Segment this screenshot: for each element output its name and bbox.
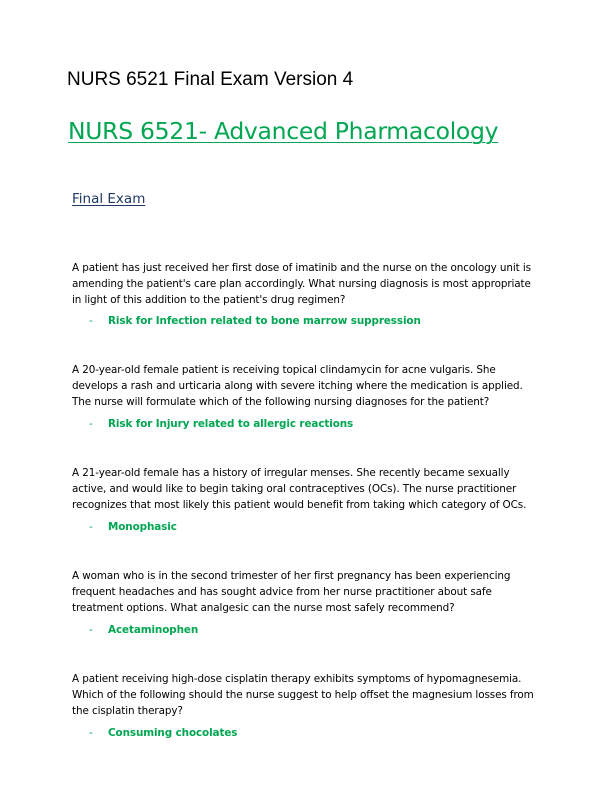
answer-text: Monophasic — [108, 521, 177, 533]
answer-text: Consuming chocolates — [108, 727, 238, 739]
question-text: A patient has just received her first dose of imatinib and the nurse on the oncology unit is amending the patient's care plan accordingly. What nursing diagnosis is most appropriate in light of this addition to the patient's drug regimen? — [72, 262, 531, 306]
question-text: A 20-year-old female patient is receiving topical clindamycin for acne vulgaris. She develops a rash and urticaria along with severe itching where the medication is applied. The nurse will formulate which of the following nursing diagnoses for the patient? — [72, 364, 523, 408]
answer-text: Acetaminophen — [108, 624, 199, 636]
bullet-dash: - — [89, 418, 93, 430]
answer-item — [89, 315, 421, 327]
section-title-heading: Final Exam — [72, 191, 146, 207]
answer-item — [89, 624, 198, 636]
question-text: A woman who is in the second trimester of her first pregnancy has been experiencing frequent headaches and has sought advice from her nurse practitioner about safe treatment options. What analgesic can the nurse most safely recommend? — [72, 570, 511, 614]
answer-item — [89, 521, 177, 533]
bullet-dash: - — [89, 624, 93, 636]
question-text: A patient receiving high-dose cisplatin therapy exhibits symptoms of hypomagnesemia. Which of the following should the nurse suggest to help offset the magnesium losses from the cisplatin therapy? — [72, 673, 534, 717]
answer-text: Risk for Infection related to bone marrow suppression — [108, 315, 421, 327]
bullet-dash: - — [89, 521, 93, 533]
answer-item — [89, 727, 237, 739]
answer-text: Risk for Injury related to allergic reactions — [108, 418, 354, 430]
document-title: NURS 6521 Final Exam Version 4 — [67, 69, 354, 90]
answer-item — [89, 418, 353, 430]
bullet-dash: - — [89, 315, 93, 327]
course-title-heading: NURS 6521- Advanced Pharmacology — [68, 117, 499, 145]
bullet-dash: - — [89, 727, 93, 739]
question-text: A 21-year-old female has a history of irregular menses. She recently became sexually active, and would like to begin taking oral contraceptives (OCs). The nurse practitioner recognizes that most likely this patient would benefit from taking which category of OCs. — [72, 467, 527, 511]
